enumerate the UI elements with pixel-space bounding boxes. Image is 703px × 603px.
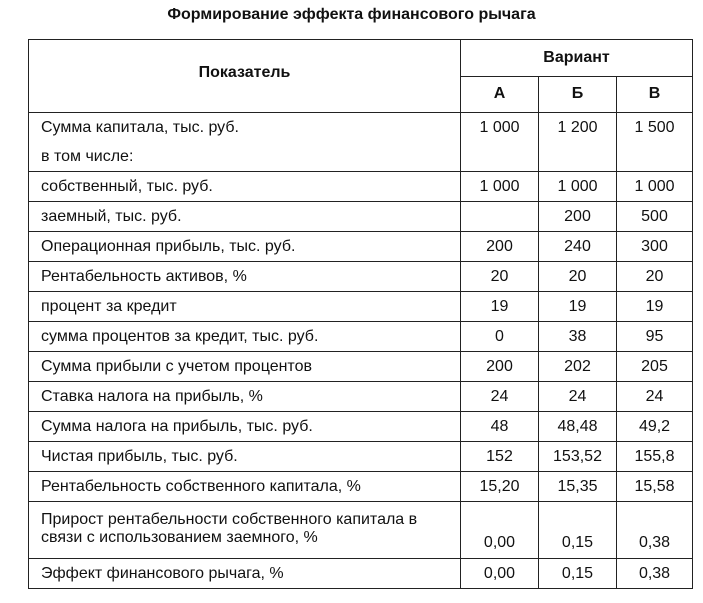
row-label: Рентабельность собственного капитала, % <box>29 472 461 502</box>
cell-v: 95 <box>617 322 693 352</box>
table-row <box>29 322 693 352</box>
cell-b: 200 <box>539 202 617 232</box>
cell-a: 20 <box>461 262 539 292</box>
table-row <box>29 202 693 232</box>
cell-v: 49,2 <box>617 412 693 442</box>
row-label: Сумма прибыли с учетом процентов <box>29 352 461 382</box>
table-row <box>29 472 693 502</box>
table-row <box>29 442 693 472</box>
cell-a: 200 <box>461 352 539 382</box>
row-label: Эффект финансового рычага, % <box>29 559 461 589</box>
cell-a: 19 <box>461 292 539 322</box>
table-row <box>29 262 693 292</box>
variant-v-header: В <box>617 76 693 113</box>
table-row <box>29 559 693 589</box>
cell-b: 19 <box>539 292 617 322</box>
cell-a <box>461 202 539 232</box>
cell-b <box>539 142 617 172</box>
cell-a: 0,00 <box>461 559 539 589</box>
cell-v: 1 000 <box>617 172 693 202</box>
cell-b: 0,15 <box>539 559 617 589</box>
cell-b: 153,52 <box>539 442 617 472</box>
leverage-table <box>28 39 693 589</box>
cell-v: 15,58 <box>617 472 693 502</box>
cell-a: 200 <box>461 232 539 262</box>
cell-a: 0,00 <box>461 502 539 559</box>
table-row <box>29 502 693 559</box>
cell-a: 48 <box>461 412 539 442</box>
cell-v: 0,38 <box>617 559 693 589</box>
cell-a: 152 <box>461 442 539 472</box>
table-row <box>29 412 693 442</box>
cell-b: 15,35 <box>539 472 617 502</box>
table-row <box>29 292 693 322</box>
table-title: Формирование эффекта финансового рычага <box>167 6 536 23</box>
table-row <box>29 142 693 172</box>
cell-b: 240 <box>539 232 617 262</box>
cell-b: 1 000 <box>539 172 617 202</box>
row-label: собственный, тыс. руб. <box>29 172 461 202</box>
cell-v: 20 <box>617 262 693 292</box>
variant-a-header: А <box>461 76 539 113</box>
table-row <box>29 382 693 412</box>
row-label: сумма процентов за кредит, тыс. руб. <box>29 322 461 352</box>
row-label: Прирост рентабельности собственного капитала в связи с использованием заемного, % <box>29 502 461 559</box>
cell-b: 1 200 <box>539 113 617 143</box>
cell-b: 48,48 <box>539 412 617 442</box>
row-label: Операционная прибыль, тыс. руб. <box>29 232 461 262</box>
cell-v: 205 <box>617 352 693 382</box>
table-row <box>29 113 693 143</box>
variant-header: Вариант <box>461 40 693 77</box>
table-row <box>29 172 693 202</box>
cell-b: 0,15 <box>539 502 617 559</box>
cell-b: 38 <box>539 322 617 352</box>
row-label: Сумма налога на прибыль, тыс. руб. <box>29 412 461 442</box>
row-label: Рентабельность активов, % <box>29 262 461 292</box>
cell-a: 1 000 <box>461 172 539 202</box>
row-label: Ставка налога на прибыль, % <box>29 382 461 412</box>
cell-a: 0 <box>461 322 539 352</box>
table-row <box>29 232 693 262</box>
cell-a: 15,20 <box>461 472 539 502</box>
cell-b: 202 <box>539 352 617 382</box>
cell-v: 155,8 <box>617 442 693 472</box>
cell-v: 1 500 <box>617 113 693 143</box>
cell-a <box>461 142 539 172</box>
cell-a: 24 <box>461 382 539 412</box>
cell-v: 0,38 <box>617 502 693 559</box>
cell-v: 24 <box>617 382 693 412</box>
row-label: Чистая прибыль, тыс. руб. <box>29 442 461 472</box>
variant-b-header: Б <box>539 76 617 113</box>
row-label: Сумма капитала, тыс. руб. <box>29 113 461 143</box>
cell-a: 1 000 <box>461 113 539 143</box>
cell-b: 20 <box>539 262 617 292</box>
row-label: заемный, тыс. руб. <box>29 202 461 232</box>
table-row <box>29 352 693 382</box>
cell-v: 500 <box>617 202 693 232</box>
row-label: процент за кредит <box>29 292 461 322</box>
row-label: в том числе: <box>29 142 461 172</box>
cell-v <box>617 142 693 172</box>
cell-v: 19 <box>617 292 693 322</box>
indicator-header: Показатель <box>29 40 461 113</box>
cell-b: 24 <box>539 382 617 412</box>
cell-v: 300 <box>617 232 693 262</box>
